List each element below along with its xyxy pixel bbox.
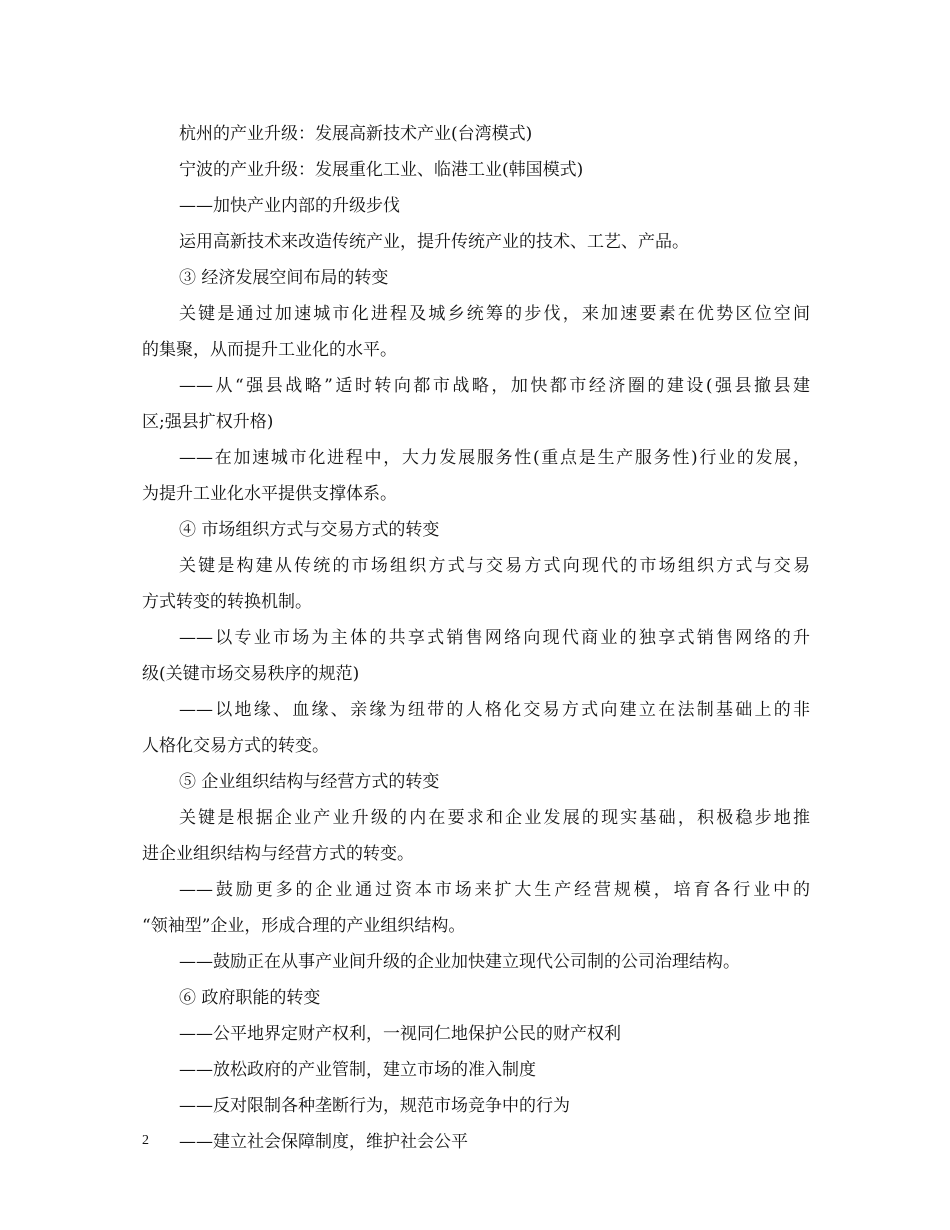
text-line: ——反对限制各种垄断行为，规范市场竞争中的行为 bbox=[179, 1096, 570, 1116]
text-line: ——从“强县战略”适时转向都市战略，加快都市经济圈的建设(强县撤县建 bbox=[179, 376, 810, 396]
text-line: 宁波的产业升级：发展重化工业、临港工业(韩国模式) bbox=[179, 160, 584, 180]
text-line: ——建立社会保障制度，维护社会公平 bbox=[179, 1132, 468, 1152]
text-line: 关键是构建从传统的市场组织方式与交易方式向现代的市场组织方式与交易 bbox=[179, 556, 810, 576]
text-line: 为提升工业化水平提供支撑体系。 bbox=[142, 484, 397, 504]
page-number: 2 bbox=[142, 1133, 149, 1148]
text-line: ——公平地界定财产权利，一视同仁地保护公民的财产权利 bbox=[179, 1024, 621, 1044]
text-line: ——以地缘、血缘、亲缘为纽带的人格化交易方式向建立在法制基础上的非 bbox=[179, 700, 810, 720]
text-line: ⑤ 企业组织结构与经营方式的转变 bbox=[179, 772, 440, 792]
text-line: ——以专业市场为主体的共享式销售网络向现代商业的独享式销售网络的升 bbox=[179, 628, 810, 648]
text-line: 关键是根据企业产业升级的内在要求和企业发展的现实基础，积极稳步地推 bbox=[179, 808, 810, 828]
text-line: 人格化交易方式的转变。 bbox=[142, 736, 329, 756]
text-line: 的集聚，从而提升工业化的水平。 bbox=[142, 340, 397, 360]
text-line: 方式转变的转换机制。 bbox=[142, 592, 312, 612]
text-line: ⑥ 政府职能的转变 bbox=[179, 988, 321, 1008]
text-line: 运用高新技术来改造传统产业，提升传统产业的技术、工艺、产品。 bbox=[179, 232, 689, 252]
text-line: ——鼓励正在从事产业间升级的企业加快建立现代公司制的公司治理结构。 bbox=[179, 952, 740, 972]
text-line: 级(关键市场交易秩序的规范) bbox=[142, 664, 360, 684]
text-line: ③ 经济发展空间布局的转变 bbox=[179, 268, 389, 288]
text-line: “领袖型”企业，形成合理的产业组织结构。 bbox=[142, 916, 466, 936]
text-line: 区;强县扩权升格) bbox=[142, 412, 274, 432]
text-line: ——加快产业内部的升级步伐 bbox=[179, 196, 400, 216]
text-line: ④ 市场组织方式与交易方式的转变 bbox=[179, 520, 440, 540]
text-line: ——鼓励更多的企业通过资本市场来扩大生产经营规模，培育各行业中的 bbox=[179, 880, 810, 900]
text-line: 关键是通过加速城市化进程及城乡统筹的步伐，来加速要素在优势区位空间 bbox=[179, 304, 810, 324]
text-line: 进企业组织结构与经营方式的转变。 bbox=[142, 844, 414, 864]
text-line: ——在加速城市化进程中，大力发展服务性(重点是生产服务性)行业的发展， bbox=[179, 448, 810, 468]
text-line: ——放松政府的产业管制，建立市场的准入制度 bbox=[179, 1060, 536, 1080]
document-body bbox=[142, 116, 810, 1160]
text-line: 杭州的产业升级：发展高新技术产业(台湾模式) bbox=[179, 124, 533, 144]
